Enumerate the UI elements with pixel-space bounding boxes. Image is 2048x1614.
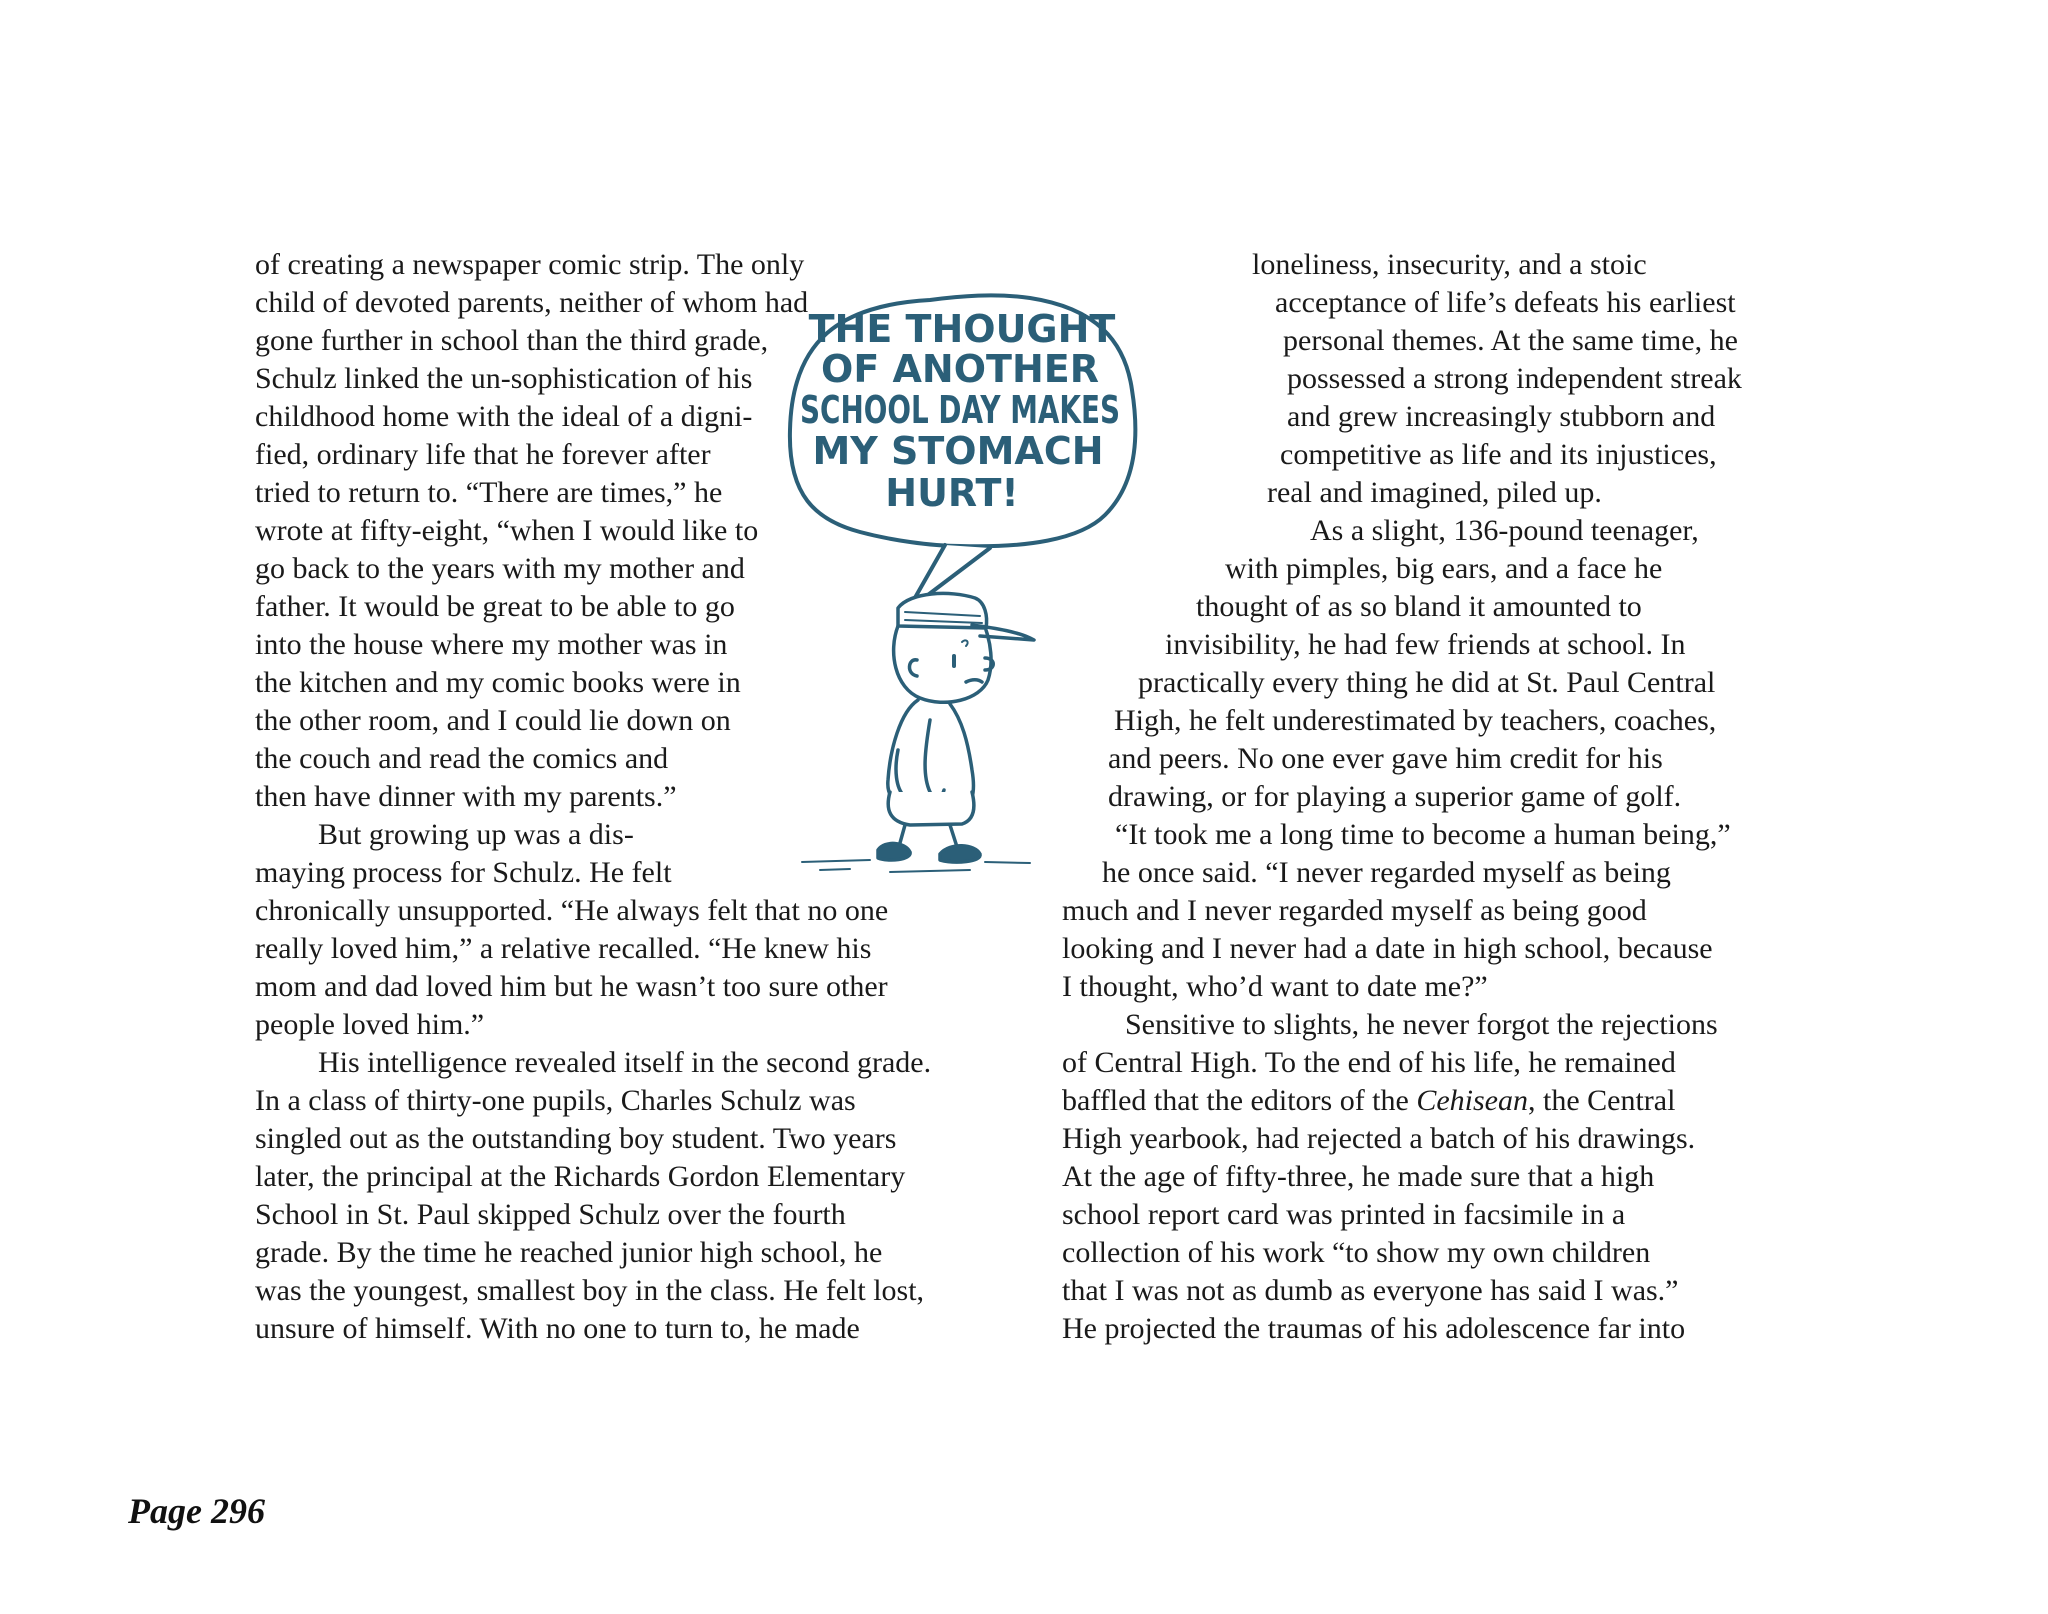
text-line: Schulz linked the un-sophistication of his [255, 362, 753, 395]
text-line: But growing up was a dis- [318, 818, 634, 851]
balloon-line: MY STOMACH [812, 429, 1104, 473]
balloon-line: SCHOOL DAY MAKES [800, 388, 1120, 432]
text-line: possessed a strong independent streak [1287, 362, 1742, 395]
text-line: the couch and read the comics and [255, 742, 669, 775]
balloon-text [800, 307, 1120, 515]
text-line: acceptance of life’s defeats his earliest [1275, 286, 1736, 319]
text-line: then have dinner with my parents.” [255, 780, 677, 813]
text-line: looking and I never had a date in high school, because [1062, 932, 1713, 965]
text-line: grade. By the time he reached junior high school, he [255, 1236, 883, 1269]
text-line: thought of as so bland it amounted to [1196, 590, 1642, 623]
text-line: chronically unsupported. “He always felt that no one [255, 894, 889, 927]
text-line: competitive as life and its injustices, [1280, 438, 1717, 471]
text-line: childhood home with the ideal of a digni- [255, 400, 753, 433]
text-line: was the youngest, smallest boy in the class. He felt lost, [255, 1274, 925, 1307]
text-line: real and imagined, piled up. [1267, 476, 1602, 509]
text-line: School in St. Paul skipped Schulz over the fourth [255, 1198, 846, 1231]
text-line: In a class of thirty-one pupils, Charles Schulz was [255, 1084, 856, 1117]
text-line: tried to return to. “There are times,” he [255, 476, 723, 509]
balloon-line: THE THOUGHT [808, 307, 1116, 351]
text-line: “It took me a long time to become a human being,” [1115, 818, 1731, 851]
text-line: father. It would be great to be able to go [255, 590, 735, 623]
text-line: of Central High. To the end of his life, he remained [1062, 1046, 1676, 1079]
text-line: with pimples, big ears, and a face he [1225, 552, 1663, 585]
text-line: much and I never regarded myself as being good [1062, 894, 1647, 927]
text-line: practically every thing he did at St. Paul Central [1138, 666, 1716, 699]
text-line: His intelligence revealed itself in the second grade. [318, 1046, 932, 1079]
text-line: gone further in school than the third grade, [255, 324, 769, 357]
text-line: I thought, who’d want to date me?” [1062, 970, 1488, 1003]
text-line: really loved him,” a relative recalled. “He knew his [255, 932, 872, 965]
text-line: unsure of himself. With no one to turn to, he made [255, 1312, 860, 1345]
text-line: High yearbook, had rejected a batch of his drawings. [1062, 1122, 1696, 1155]
text-line: he once said. “I never regarded myself as being [1102, 856, 1671, 889]
charlie-brown-figure [802, 593, 1034, 872]
text-line: personal themes. At the same time, he [1283, 324, 1738, 357]
text-line: the other room, and I could lie down on [255, 704, 731, 737]
text-line: invisibility, he had few friends at school. In [1165, 628, 1686, 661]
text-line: and peers. No one ever gave him credit for his [1108, 742, 1663, 775]
text-line: He projected the traumas of his adolescence far into [1062, 1312, 1686, 1345]
balloon-line: OF ANOTHER [821, 347, 1099, 391]
cartoon-illustration [780, 280, 1250, 880]
text-line: fied, ordinary life that he forever after [255, 438, 711, 471]
text-line: baffled that the editors of the Cehisean, the Central [1062, 1084, 1676, 1117]
yearbook-title: Cehisean [1416, 1084, 1528, 1117]
text-line: At the age of fifty-three, he made sure that a high [1062, 1160, 1655, 1193]
text-line: later, the principal at the Richards Gordon Elementary [255, 1160, 906, 1193]
text-line: collection of his work “to show my own children [1062, 1236, 1651, 1269]
text-line: school report card was printed in facsimile in a [1062, 1198, 1626, 1231]
text-line: people loved him.” [255, 1008, 485, 1041]
text-line: that I was not as dumb as everyone has said I was.” [1062, 1274, 1679, 1307]
text-line: As a slight, 136-pound teenager, [1310, 514, 1699, 547]
page-number: Page 296 [128, 1491, 265, 1531]
text-line: High, he felt underestimated by teachers, coaches, [1114, 704, 1717, 737]
text-line: of creating a newspaper comic strip. The only [255, 248, 805, 281]
text-line: the kitchen and my comic books were in [255, 666, 741, 699]
text-line: wrote at fifty-eight, “when I would like to [255, 514, 759, 547]
balloon-line: HURT! [885, 471, 1019, 515]
text-line: into the house where my mother was in [255, 628, 728, 661]
text-line: child of devoted parents, neither of whom had [255, 286, 809, 319]
text-line: mom and dad loved him but he wasn’t too sure other [255, 970, 888, 1003]
text-line: singled out as the outstanding boy student. Two years [255, 1122, 897, 1155]
text-line: loneliness, insecurity, and a stoic [1252, 248, 1647, 281]
text-line: drawing, or for playing a superior game of golf. [1108, 780, 1682, 813]
text-line: Sensitive to slights, he never forgot the rejections [1125, 1008, 1718, 1041]
text-line: maying process for Schulz. He felt [255, 856, 672, 889]
text-line: go back to the years with my mother and [255, 552, 745, 585]
text-line: and grew increasingly stubborn and [1287, 400, 1716, 433]
